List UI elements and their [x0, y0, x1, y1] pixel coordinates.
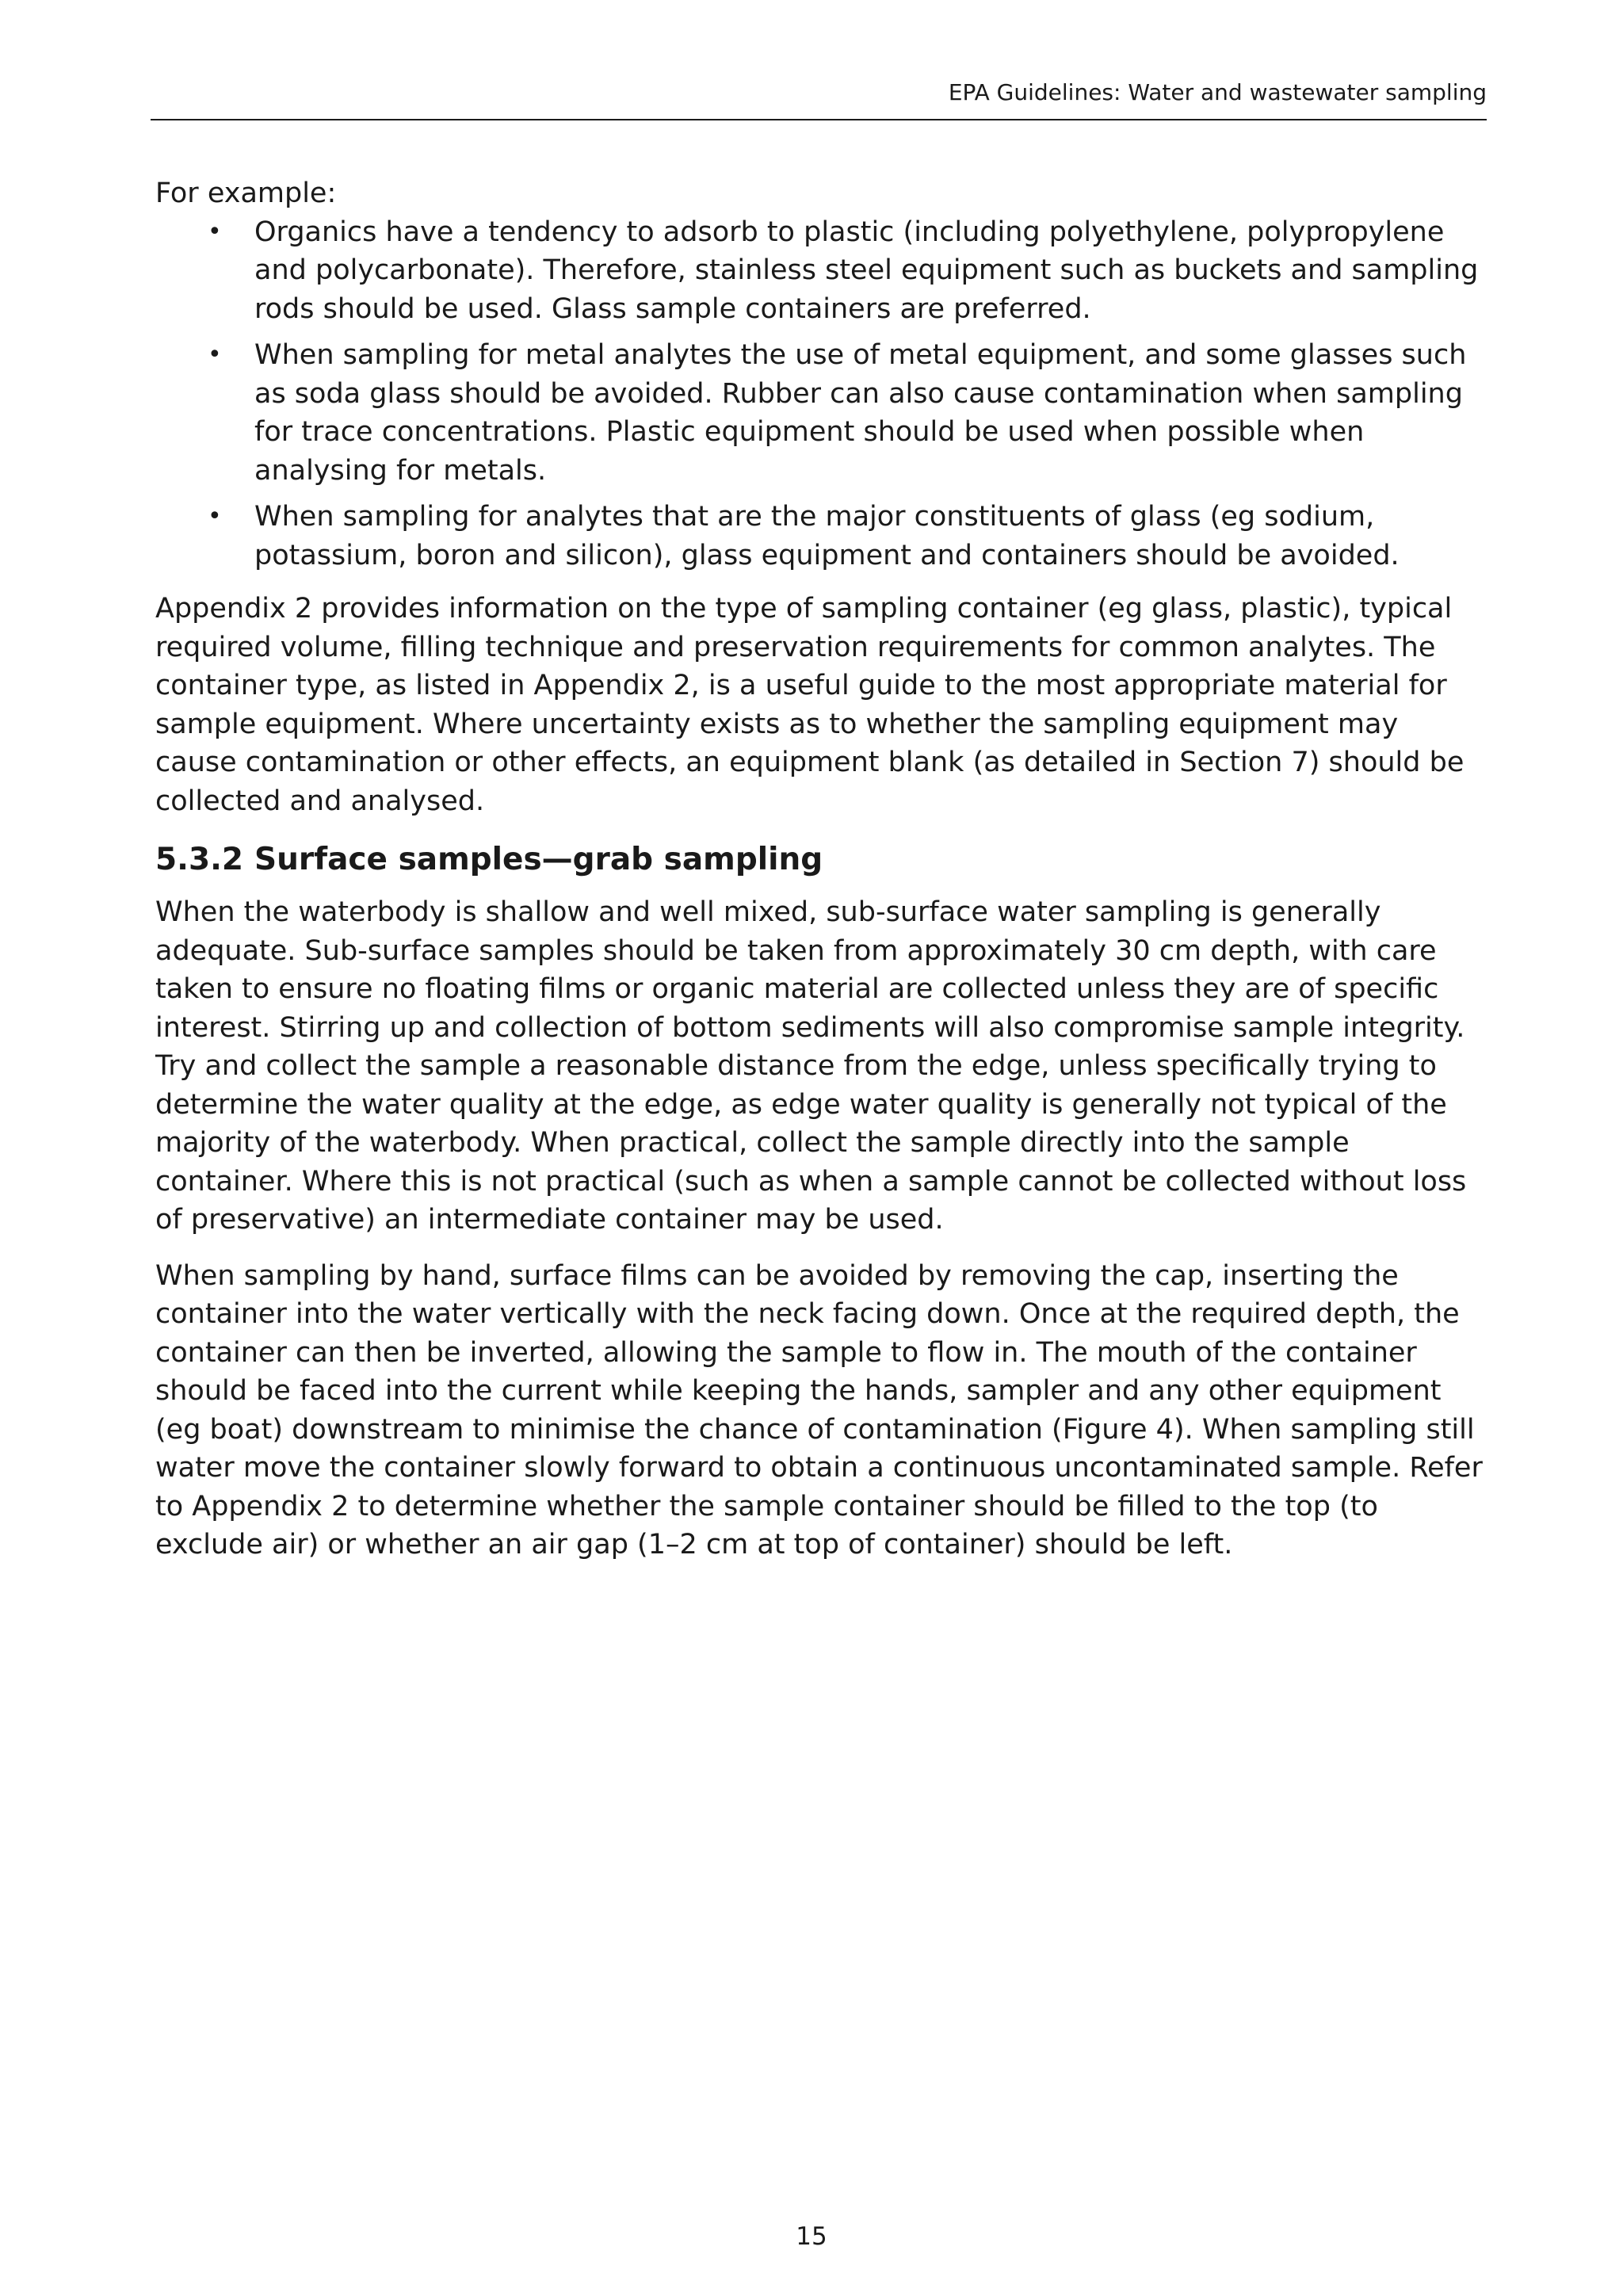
list-item — [155, 498, 1484, 575]
body-paragraph: When the waterbody is shallow and well mixed, sub-surface water sampling is generally adequate. Sub-surface samples should be taken from approximately 30 cm depth, with care taken to ensure no floating films or organic material are collected unless they are of specific interest. Stirring up and collection of bottom sediments will also compromise sample integrity. Try and collect the sample a reasonable distance from the edge, unless specifically trying to determine the water quality at the edge, as edge water quality is generally not typical of the majority of the waterbody. When practical, collect the sample directly into the sample container. Where this is not practical (such as when a sample cannot be collected without loss of preservative) an intermediate container may be used. — [155, 896, 1467, 1236]
running-header-title: EPA Guidelines: Water and wastewater sampling — [948, 79, 1487, 105]
section-title: Surface samples—grab sampling — [254, 842, 823, 877]
list-item — [155, 213, 1484, 329]
section-heading — [155, 838, 1484, 882]
list-item — [155, 336, 1484, 490]
list-item-text: When sampling for analytes that are the major constituents of glass (eg sodium, potassium, boron and silicon), glass equipment and containers should be avoided. — [254, 501, 1400, 571]
bullet-list — [155, 213, 1484, 575]
section-number: 5.3.2 — [155, 842, 244, 877]
intro-text: For example: — [155, 178, 337, 209]
appendix-paragraph: Appendix 2 provides information on the type of sampling container (eg glass, plastic), typical required volume, filling technique and preservation requirements for common analytes. The container type, as listed in Appendix 2, is a useful guide to the most appropriate material for sample equipment. Where uncertainty exists as to whether the sampling equipment may cause contamination or other effects, an equipment blank (as detailed in Section 7) should be collected and analysed. — [155, 593, 1465, 817]
running-header — [151, 73, 1487, 120]
page-content — [155, 174, 1484, 1582]
page-number: 15 — [796, 2222, 827, 2251]
list-item-text: When sampling for metal analytes the use of metal equipment, and some glasses such as soda glass should be avoided. Rubber can also cause contamination when sampling for trace concentrations. Plastic equipment should be used when possible when analysing for metals. — [254, 339, 1467, 487]
bullet-icon: • — [208, 341, 222, 369]
bullet-icon: • — [208, 502, 222, 530]
list-item-text: Organics have a tendency to adsorb to plastic (including polyethylene, polypropylene and polycarbonate). Therefore, stainless steel equipment such as buckets and sampling rods should be used. Glass sample containers are preferred. — [254, 216, 1479, 325]
body-paragraph: When sampling by hand, surface films can be avoided by removing the cap, inserting the container into the water vertically with the neck facing down. Once at the required depth, the container can then be inverted, allowing the sample to flow in. The mouth of the container should be faced into the current while keeping the hands, sampler and any other equipment (eg boat) downstream to minimise the chance of contamination (Figure 4). When sampling still water move the container slowly forward to obtain a continuous uncontaminated sample. Refer to Appendix 2 to determine whether the sample container should be filled to the top (to exclude air) or whether an air gap (1–2 cm at top of container) should be left. — [155, 1259, 1483, 1561]
bullet-icon: • — [208, 217, 222, 246]
